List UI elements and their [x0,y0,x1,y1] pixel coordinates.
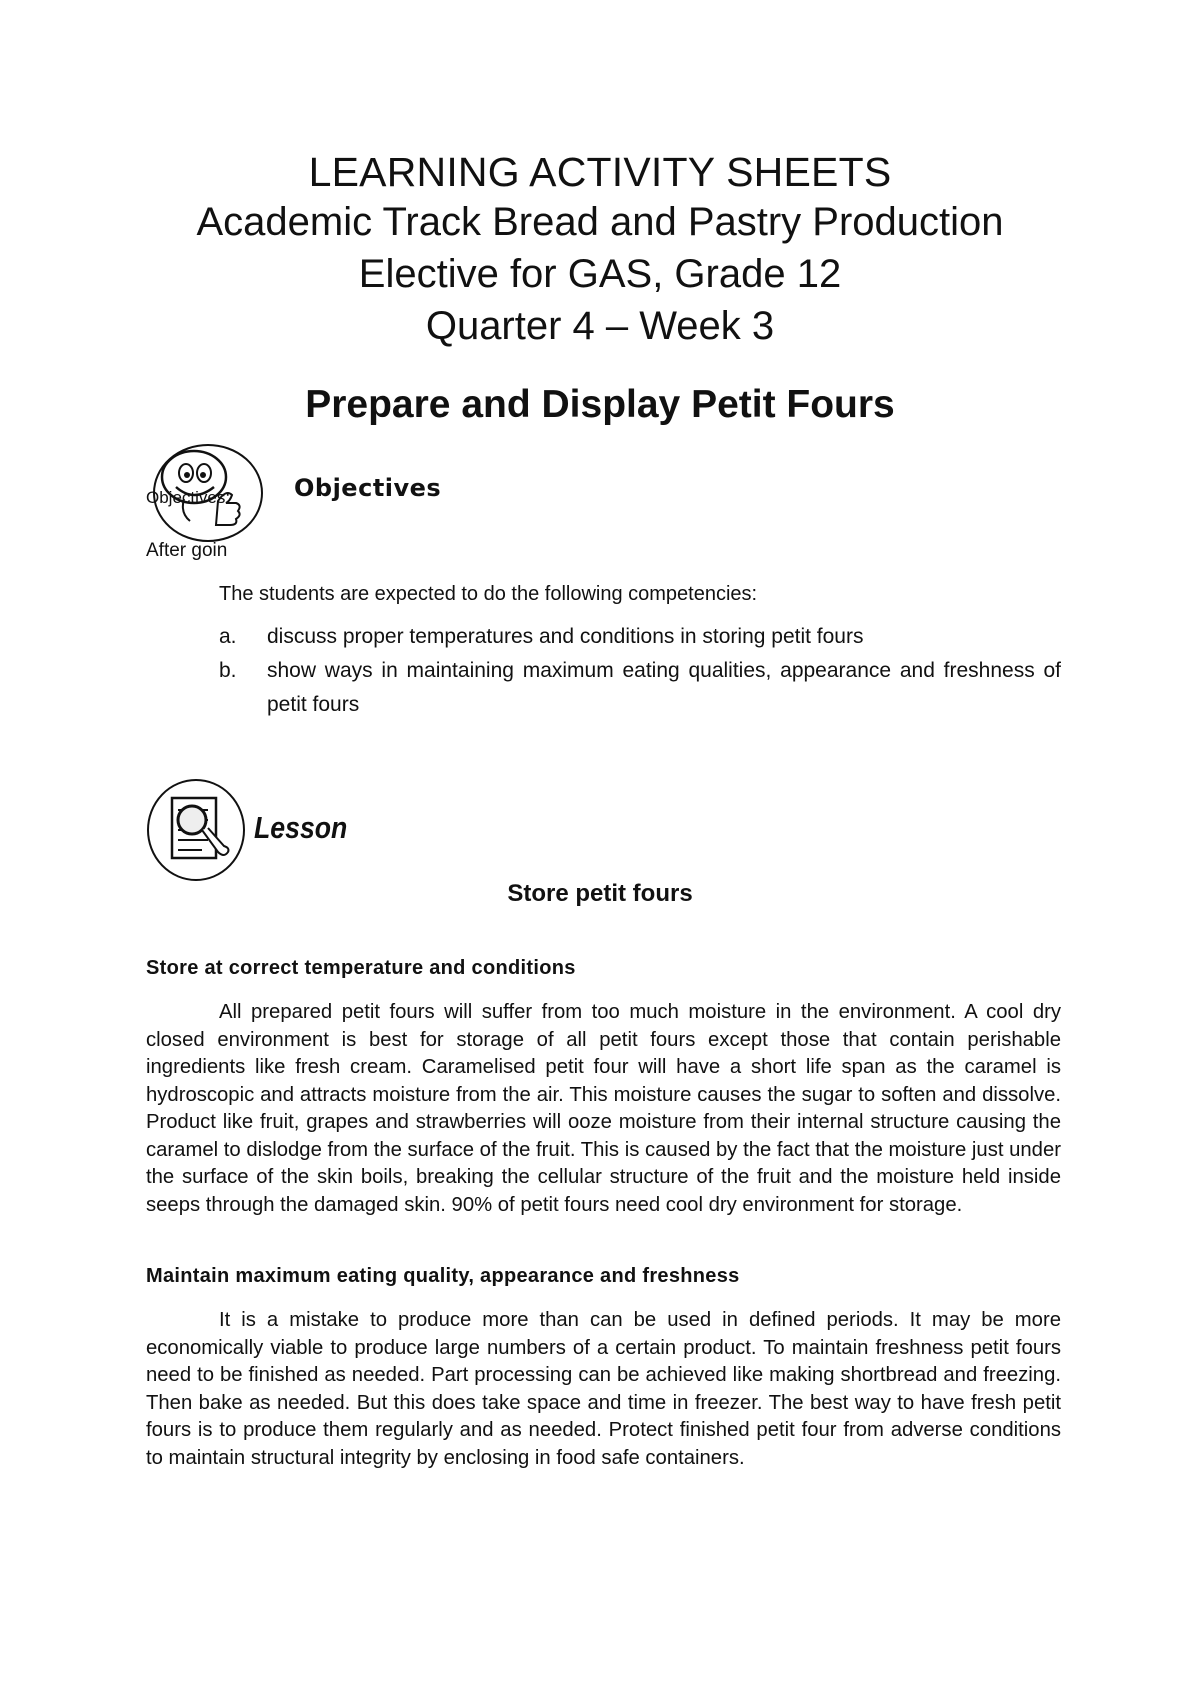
quarter-week: Quarter 4 – Week 3 [425,304,775,348]
list-item-text: show ways in maintaining maximum eating qualities, appearance and freshness of petit fours [267,659,1061,716]
list-item [146,620,1061,654]
course-elective: Elective for GAS, Grade 12 [358,252,842,296]
section-heading: Maintain maximum eating quality, appearance and freshness [146,1265,740,1287]
after-going-text: After goin [146,540,228,561]
section-heading: Store at correct temperature and conditions [146,957,576,979]
competencies-intro: The students are expected to do the following competencies: [219,583,758,605]
section-body: It is a mistake to produce more than can be used in defined periods. It may be more economically viable to produce large numbers of a certain product. To maintain freshness petit fours need to be finished as needed. Part processing can be achieved like making shortbread and freezing. Then bake as needed. But this does take space and time in freezer. The best way to have fresh petit fours is to produce them regularly and as needed. Protect finished petit four from adverse conditions to maintain structural integrity by enclosing in food safe containers. [146,1309,1061,1469]
objectives-heading: Objectives [294,474,442,502]
objectives-overlay-label: Objectives: [146,488,231,507]
lesson-title: Prepare and Display Petit Fours [305,383,895,426]
document-title: LEARNING ACTIVITY SHEETS [308,149,892,195]
lesson-heading: Lesson [254,810,348,845]
list-item-letter: a. [219,625,237,648]
competency-list [219,620,1061,722]
section-title: Store petit fours [507,880,693,907]
magnifier-document-icon [146,778,246,882]
section-body: All prepared petit fours will suffer from too much moisture in the environment. A cool dry closed environment is best for storage of all petit fours except those that contain perishable ingredients like fresh cream. Caramelised petit four will have a short life span as the caramel is hydroscopic and attracts moisture from the air. This moisture causes the sugar to soften and dissolve. Product like fruit, grapes and strawberries will ooze moisture from their internal structure causing the caramel to dislodge from the surface of the fruit. This is caused by the fact that the moisture just under the surface of the skin boils, breaking the cellular structure of the fruit and the moisture held inside seeps through the damaged skin. 90% of petit fours need cool dry environment for storage. [146,1001,1061,1216]
list-item-text: discuss proper temperatures and conditions in storing petit fours [267,625,864,648]
course-name: Academic Track Bread and Pastry Production [196,200,1004,244]
document-header [0,148,1200,352]
list-item [146,654,1061,722]
list-item-letter: b. [219,659,237,682]
